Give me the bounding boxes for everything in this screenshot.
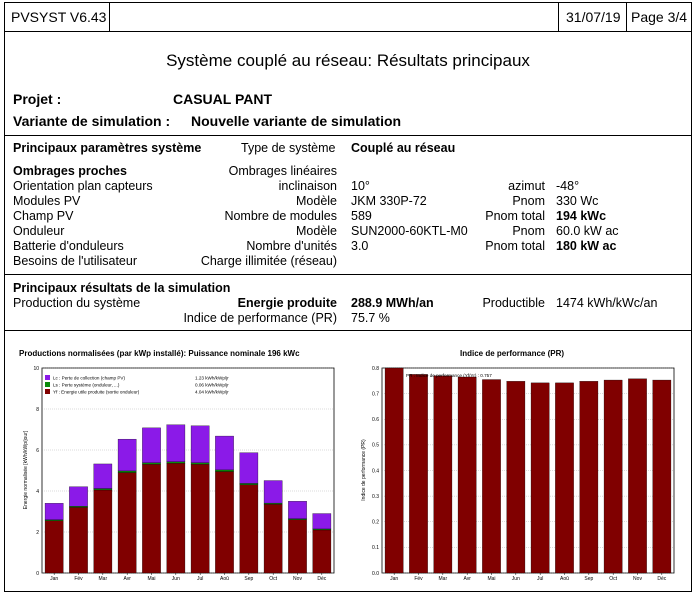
variant-name: Nouvelle variante de simulation [191, 113, 402, 129]
bar-yf-Jul [191, 464, 209, 573]
param-row-label: Orientation plan capteurs [13, 179, 153, 193]
y-tick-label: 0.2 [372, 519, 379, 526]
bar-yf-Sep [240, 485, 258, 573]
param-row-name: Ombrages linéaires [228, 164, 337, 178]
variant-label: Variante de simulation : [13, 113, 171, 129]
bar-ls-Aoû [215, 470, 233, 472]
y-tick-label: 0 [36, 570, 39, 577]
production-label: Production du système [13, 296, 141, 310]
pr-label: Indice de performance (PR) [183, 311, 337, 325]
param-row-label: Batterie d'onduleurs [13, 239, 124, 253]
legend-swatch-yf [45, 389, 50, 394]
x-tick-label: Aoû [560, 576, 569, 582]
bar-lc-Nov [288, 501, 306, 518]
bar-pr-Oct [604, 380, 622, 573]
energy-value: 288.9 MWh/an [351, 296, 434, 310]
legend-swatch-lc [45, 375, 50, 380]
param-row-value: 3.0 [351, 239, 369, 253]
project-name: CASUAL PANT [173, 91, 273, 107]
bar-lc-Jul [191, 426, 209, 463]
chart2-xticks [390, 573, 667, 582]
energy-label: Energie produite [237, 296, 337, 310]
chart2-yticks [372, 366, 379, 577]
chart2-title: Indice de performance (PR) [460, 349, 565, 358]
x-tick-label: Avr [123, 576, 131, 582]
param-row-value: JKM 330P-72 [351, 194, 427, 208]
bar-lc-Oct [264, 481, 282, 504]
legend-ls-value: 0.06 kWh/kWp/jr [195, 382, 229, 388]
y-tick-label: 2 [36, 529, 39, 536]
param-row-value: 589 [351, 209, 372, 223]
x-tick-label: Mai [147, 576, 156, 582]
y-tick-label: 0.6 [372, 417, 379, 424]
normalized-production-chart [5, 358, 345, 590]
x-tick-label: Fév [414, 576, 423, 582]
chart1-yticks [33, 366, 39, 577]
bar-lc-Mai [142, 428, 160, 463]
header-divider [558, 3, 559, 31]
param-row-value2: -48° [556, 179, 580, 193]
productible-value: 1474 kWh/kWc/an [556, 296, 658, 310]
bar-lc-Jan [45, 503, 63, 519]
param-row-name: Nombre de modules [224, 209, 337, 223]
legend-lc-name: Lc : Perte de collection (champ PV) [53, 375, 126, 381]
system-type-label: Type de système [241, 141, 336, 155]
bar-pr-Avr [458, 377, 476, 573]
x-tick-label: Oct [269, 576, 278, 582]
x-tick-label: Sep [244, 576, 254, 582]
y-tick-label: 0.3 [372, 493, 379, 500]
legend-ls-name: Ls : Perte système (onduleur, ...) [53, 382, 120, 388]
bar-yf-Avr [118, 473, 136, 573]
param-row-name: Nombre d'unités [246, 239, 337, 253]
bar-pr-Mai [482, 380, 500, 573]
section-divider [5, 330, 691, 331]
bar-lc-Fév [69, 487, 87, 506]
bar-pr-Jun [507, 381, 525, 573]
x-tick-label: Déc [657, 576, 667, 582]
y-tick-label: 0.0 [372, 570, 379, 577]
report-date: 31/07/19 [566, 9, 621, 25]
bar-yf-Fév [69, 507, 87, 573]
y-tick-label: 0.5 [372, 442, 379, 449]
bar-ls-Jun [167, 462, 185, 464]
productible-label: Productible [482, 296, 545, 310]
x-tick-label: Mar [98, 576, 108, 582]
param-row-value2: 194 kWc [556, 209, 607, 223]
bar-lc-Mar [94, 464, 112, 489]
y-tick-label: 0.4 [372, 468, 379, 475]
bar-pr-Déc [653, 380, 671, 573]
bar-yf-Déc [313, 530, 331, 573]
x-tick-label: Mar [438, 576, 448, 582]
x-tick-label: Aoû [220, 576, 229, 582]
bar-ls-Fév [69, 506, 87, 507]
bar-ls-Mai [142, 463, 160, 465]
bar-pr-Sep [580, 381, 598, 573]
page-number: Page 3/4 [631, 9, 688, 25]
bar-lc-Aoû [215, 436, 233, 470]
bar-pr-Aoû [555, 383, 573, 573]
chart2-ylabel: Indice de performance (PR) [361, 439, 367, 501]
bar-pr-Nov [628, 379, 646, 573]
x-tick-label: Avr [463, 576, 471, 582]
param-row-name2: Pnom total [485, 209, 545, 223]
param-row-label: Onduleur [13, 224, 65, 238]
section-divider [5, 274, 691, 275]
bar-ls-Oct [264, 503, 282, 504]
param-row-name2: Pnom total [485, 239, 545, 253]
legend-lc-value: 1.23 kWh/kWp/jr [195, 375, 229, 381]
x-tick-label: Jun [511, 576, 520, 582]
header-divider [109, 3, 110, 31]
project-label: Projet : [13, 91, 62, 107]
x-tick-label: Sep [584, 576, 594, 582]
chart1-title: Productions normalisées (par kWp installé): Puissance nominale 196 kWc [19, 349, 300, 358]
param-row-name: Modèle [296, 224, 337, 238]
param-row-value2: 330 Wc [556, 194, 599, 208]
y-tick-label: 10 [33, 365, 39, 372]
x-tick-label: Jul [196, 576, 204, 582]
header-divider [626, 3, 627, 31]
bar-lc-Déc [313, 514, 331, 529]
chart1-ylabel: Energie normalisée [kWh/kWp/jour] [23, 430, 29, 510]
param-row-name2: Pnom [512, 224, 545, 238]
x-tick-label: Jun [171, 576, 180, 582]
legend-yf-value: 4.04 kWh/kWp/jr [195, 389, 229, 395]
page-title: Système couplé au réseau: Résultats principaux [166, 51, 530, 70]
param-row-value2: 180 kW ac [556, 239, 617, 253]
y-tick-label: 0.8 [372, 365, 379, 372]
x-tick-label: Mai [487, 576, 496, 582]
bar-yf-Jun [167, 463, 185, 573]
param-row-label: Champ PV [13, 209, 74, 223]
bar-ls-Déc [313, 529, 331, 530]
report-page [4, 2, 692, 592]
param-row-value2: 60.0 kW ac [556, 224, 619, 238]
x-tick-label: Jan [50, 576, 59, 582]
x-tick-label: Nov [293, 576, 302, 582]
bar-ls-Sep [240, 483, 258, 484]
param-row-value: 10° [351, 179, 370, 193]
bar-pr-Jan [385, 368, 403, 573]
bar-yf-Oct [264, 504, 282, 573]
bar-lc-Avr [118, 439, 136, 471]
bar-pr-Mar [434, 376, 452, 573]
param-row-name: inclinaison [278, 179, 337, 193]
x-tick-label: Nov [633, 576, 642, 582]
param-row-label: Modules PV [13, 194, 81, 208]
y-tick-label: 4 [36, 488, 39, 495]
legend-yf-name: Yf : Energie utile produite (sortie onduleur) [53, 389, 140, 395]
bar-ls-Jul [191, 463, 209, 465]
param-row-name: Charge illimitée (réseau) [200, 254, 337, 268]
y-tick-label: 6 [36, 447, 39, 454]
chart1-bars [45, 425, 331, 573]
y-tick-label: 8 [36, 406, 39, 413]
bar-yf-Mai [142, 464, 160, 573]
chart1-xticks [50, 573, 327, 582]
bar-ls-Nov [288, 519, 306, 520]
legend-swatch-ls [45, 382, 50, 387]
page-header [5, 3, 691, 32]
chart2-legend: PR : Indice de performance (Yf/Yr) : 0.757 [406, 373, 492, 378]
x-tick-label: Jul [536, 576, 544, 582]
param-row-label: Besoins de l'utilisateur [13, 254, 137, 268]
bar-yf-Nov [288, 520, 306, 573]
app-name: PVSYST V6.43 [11, 9, 107, 25]
bar-yf-Jan [45, 521, 63, 573]
bar-ls-Jan [45, 520, 63, 521]
x-tick-label: Jan [390, 576, 399, 582]
param-row-name: Modèle [296, 194, 337, 208]
param-row-value: SUN2000-60KTL-M0 [351, 224, 468, 238]
pr-value: 75.7 % [351, 311, 390, 325]
bar-pr-Fév [409, 374, 427, 573]
bar-yf-Aoû [215, 472, 233, 573]
y-tick-label: 0.1 [372, 545, 379, 552]
bar-yf-Mar [94, 490, 112, 573]
performance-ratio-chart [351, 358, 691, 590]
y-tick-label: 0.7 [372, 391, 379, 398]
params-heading: Principaux paramètres système [13, 141, 202, 155]
param-row-name2: Pnom [512, 194, 545, 208]
chart1-legend [45, 375, 229, 395]
x-tick-label: Déc [317, 576, 327, 582]
param-row-label: Ombrages proches [13, 164, 127, 178]
x-tick-label: Oct [609, 576, 618, 582]
x-tick-label: Fév [74, 576, 83, 582]
system-type-value: Couplé au réseau [351, 141, 456, 155]
results-heading: Principaux résultats de la simulation [13, 281, 231, 295]
bar-lc-Jun [167, 425, 185, 462]
section-divider [5, 135, 691, 136]
bar-ls-Avr [118, 471, 136, 473]
bar-pr-Jul [531, 383, 549, 573]
bar-ls-Mar [94, 489, 112, 490]
param-row-name2: azimut [508, 179, 545, 193]
bar-lc-Sep [240, 453, 258, 484]
